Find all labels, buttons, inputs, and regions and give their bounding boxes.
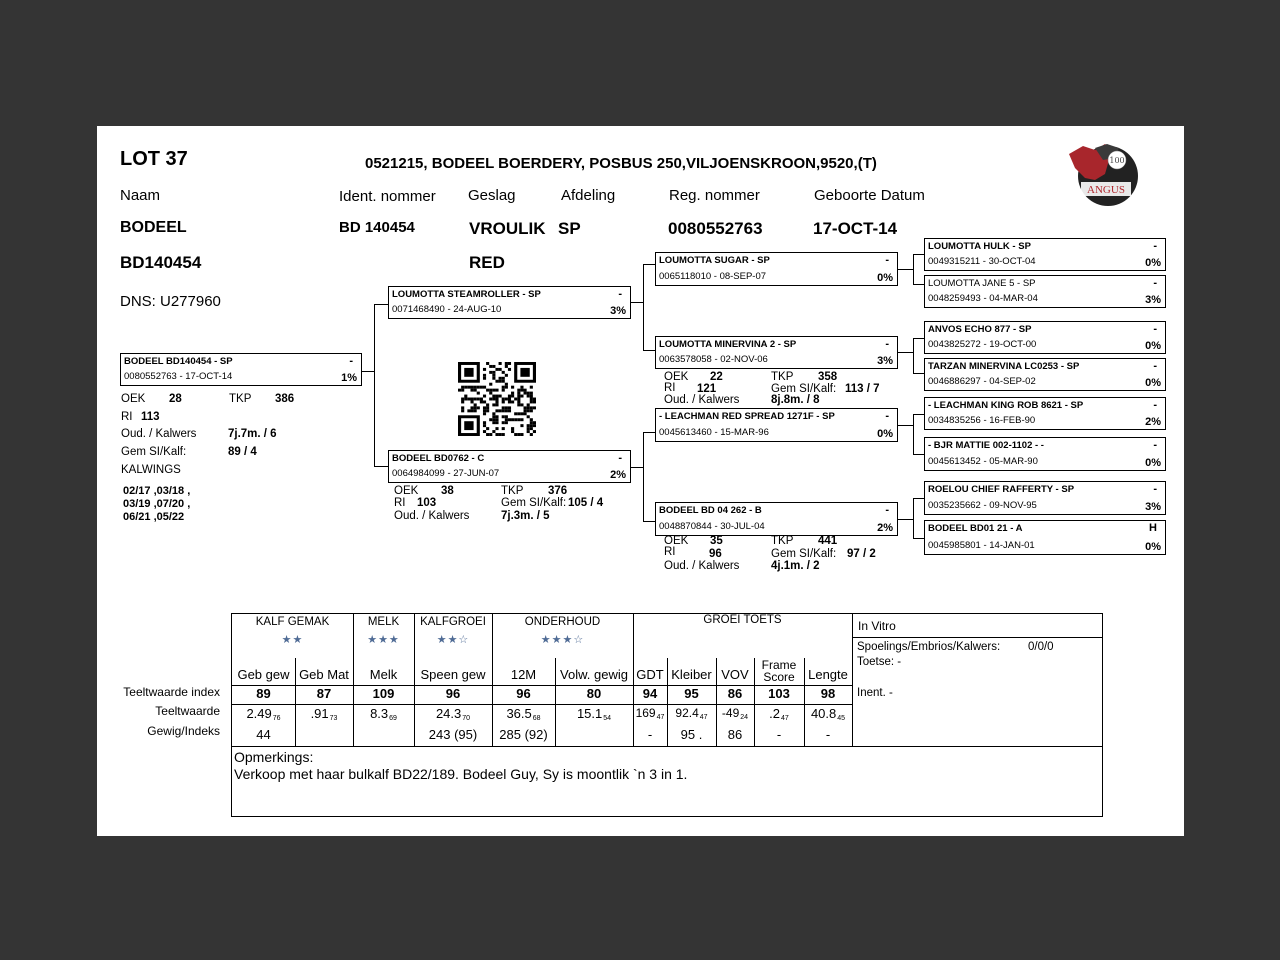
col-header: Kleiber xyxy=(671,667,712,682)
qr-code xyxy=(458,362,536,436)
tkp-value: 386 xyxy=(275,393,295,405)
col-header: Geb Mat xyxy=(299,667,349,682)
pedigree-pct: 0% xyxy=(877,272,893,284)
pedigree-name: BODEEL BD140454 - SP xyxy=(124,356,233,367)
oek-value: 35 xyxy=(710,535,723,547)
weight-cell: - xyxy=(647,727,653,742)
weight-cell: 95 . xyxy=(680,727,703,742)
ebv-cell: $15.1_{54}$ xyxy=(576,706,612,722)
pedigree-name: BODEEL BD01 21 - A xyxy=(928,523,1023,534)
group-kalf-gemak: KALF GEMAK xyxy=(255,616,330,628)
pedigree-reg: 0065118010 - 08-SEP-07 xyxy=(659,271,767,282)
tkp-value: 441 xyxy=(818,535,838,547)
ebv-cell: $-49_{24}$ xyxy=(721,706,749,721)
in-vitro-label: In Vitro xyxy=(858,619,896,633)
pedigree-name: LOUMOTTA MINERVINA 2 - SP xyxy=(659,339,797,350)
animal-color: RED xyxy=(469,253,505,272)
group-groei-toets: GROEI TOETS xyxy=(703,614,782,626)
pedigree-box: - BJR MATTIE 002-1102 - - - 0045613452 - 05-MAR-90 0% xyxy=(924,437,1166,471)
breeder-header: 0521215, BODEEL BOERDERY, POSBUS 250,VILJOENSKROON,9520,(T) xyxy=(365,155,877,172)
index-cell: 86 xyxy=(727,686,743,701)
label-geboorte: Geboorte Datum xyxy=(814,187,925,204)
pedigree-box: ANVOS ECHO 877 - SP - 0043825272 - 19-OCT-00 0% xyxy=(924,321,1166,354)
spoelings-label: Spoelings/Embrios/Kalwers: xyxy=(857,641,1001,653)
pedigree-name: TARZAN MINERVINA LC0253 - SP xyxy=(928,361,1080,372)
pedigree-pct: 3% xyxy=(1145,294,1161,306)
ri-value: 103 xyxy=(417,497,437,509)
ebv-cell: $40.8_{45}$ xyxy=(810,706,846,722)
pedigree-pct: 1% xyxy=(341,372,357,384)
angus-bull-logo xyxy=(1065,138,1141,208)
star-rating: ★★★ xyxy=(367,634,400,646)
pedigree-box: LOUMOTTA MINERVINA 2 - SP - 0063578058 - 02-NOV-06 3% xyxy=(655,336,898,369)
col-header: Speen gew xyxy=(420,667,486,682)
pedigree-box: - LEACHMAN RED SPREAD 1271F - SP - 0045613460 - 15-MAR-96 0% xyxy=(655,408,898,442)
pedigree-name: BODEEL BD 04 262 - B xyxy=(659,505,762,516)
animal-geslag: VROULIK xyxy=(469,219,546,238)
index-cell: 98 xyxy=(820,686,836,701)
pedigree-pct: 3% xyxy=(877,355,893,367)
kalwings-label: KALWINGS xyxy=(121,464,181,476)
pedigree-pct: 0% xyxy=(1145,377,1161,389)
oud-value: 8j.8m. / 8 xyxy=(771,394,820,406)
pedigree-box: BODEEL BD 04 262 - B - 0048870844 - 30-JUL-04 2% xyxy=(655,502,898,536)
animal-afdeling: SP xyxy=(558,219,581,238)
ebv-cell: $.91_{73}$ xyxy=(310,706,338,722)
gem-value: 113 / 7 xyxy=(845,383,880,395)
pedigree-name: ANVOS ECHO 877 - SP xyxy=(928,324,1032,335)
ri-value: 113 xyxy=(141,411,160,423)
tkp-value: 358 xyxy=(818,371,838,383)
pedigree-reg: 0043825272 - 19-OCT-00 xyxy=(928,339,1037,350)
pedigree-reg: 0045613452 - 05-MAR-90 xyxy=(928,456,1038,467)
group-kalfgroei: KALFGROEI xyxy=(420,616,486,628)
ebv-cell: $36.5_{68}$ xyxy=(506,706,541,722)
kalwings-line: 02/17 ,03/18 , xyxy=(123,485,191,497)
pedigree-name: - LEACHMAN RED SPREAD 1271F - SP xyxy=(659,411,835,422)
pedigree-pct: 0% xyxy=(877,428,893,440)
col-header: Volw. gewig xyxy=(560,667,628,682)
weight-cell: 243 (95) xyxy=(428,727,478,742)
animal-reg: 0080552763 xyxy=(668,219,763,238)
angus-logo xyxy=(1065,138,1141,208)
group-melk: MELK xyxy=(367,616,400,628)
pedigree-name: - BJR MATTIE 002-1102 - - xyxy=(928,440,1044,451)
kalwings-line: 03/19 ,07/20 , xyxy=(123,498,191,510)
pedigree-pct: 2% xyxy=(610,469,626,481)
weight-cell: 285 (92) xyxy=(499,727,548,742)
pedigree-box: LOUMOTTA HULK - SP - 0049315211 - 30-OCT-04 0% xyxy=(924,238,1166,271)
pedigree-name: LOUMOTTA HULK - SP xyxy=(928,241,1031,252)
animal-dob: 17-OCT-14 xyxy=(813,219,898,238)
pedigree-reg: 0048259493 - 04-MAR-04 xyxy=(928,293,1038,304)
tkp-value: 376 xyxy=(548,485,568,497)
spoelings-value: 0/0/0 xyxy=(1028,641,1054,653)
pedigree-box: - LEACHMAN KING ROB 8621 - SP - 0034835256 - 16-FEB-90 2% xyxy=(924,397,1166,430)
col-header: VOV xyxy=(721,667,749,682)
oek-value: 28 xyxy=(169,393,182,405)
oek-value: 22 xyxy=(710,371,723,383)
ebv-cell: $92.4_{47}$ xyxy=(675,706,708,721)
col-header: Melk xyxy=(369,667,398,682)
index-cell: 94 xyxy=(642,686,658,701)
pedigree-name: LOUMOTTA STEAMROLLER - SP xyxy=(392,289,541,300)
pedigree-name: ROELOU CHIEF RAFFERTY - SP xyxy=(928,484,1075,495)
star-rating: ★★☆ xyxy=(436,634,470,646)
index-cell: 103 xyxy=(768,686,790,701)
toetse-value: Toetse: - xyxy=(857,656,902,668)
row-label-value: Teeltwaarde xyxy=(155,704,220,718)
col-header: 12M xyxy=(510,667,537,682)
pedigree-reg: 0063578058 - 02-NOV-06 xyxy=(659,354,768,365)
pedigree-name: BODEEL BD0762 - C xyxy=(392,453,485,464)
index-cell: 95 xyxy=(684,686,699,701)
pedigree-box: LOUMOTTA SUGAR - SP - 0065118010 - 08-SEP-07 0% xyxy=(655,252,898,286)
pedigree-pct: 0% xyxy=(1145,457,1161,469)
oek-value: 38 xyxy=(441,485,454,497)
pedigree-pct: 2% xyxy=(877,522,893,534)
ri-value: 121 xyxy=(697,383,717,395)
index-cell: 80 xyxy=(586,686,602,701)
qr-code-icon xyxy=(458,362,536,436)
gem-value: 89 / 4 xyxy=(228,446,257,458)
pedigree-reg: 0071468490 - 24-AUG-10 xyxy=(392,304,502,315)
col-header: GDT xyxy=(636,667,664,682)
pedigree-reg: 0035235662 - 09-NOV-95 xyxy=(928,500,1037,511)
pedigree-pct: 0% xyxy=(1145,541,1161,553)
sire-box: LOUMOTTA STEAMROLLER - SP - 0071468490 - 24-AUG-10 3% xyxy=(388,286,631,319)
label-geslag: Geslag xyxy=(468,187,516,204)
ri-value: 96 xyxy=(709,548,722,560)
pedigree-pct: 0% xyxy=(1145,257,1161,269)
pedigree-box: BODEEL BD01 21 - A H 0045985801 - 14-JAN-01 0% xyxy=(924,520,1166,555)
pedigree-reg: 0045985801 - 14-JAN-01 xyxy=(928,540,1035,551)
pedigree-pct: 2% xyxy=(1145,416,1161,428)
ebv-table xyxy=(231,613,1103,817)
index-cell: 109 xyxy=(372,686,395,701)
oud-value: 4j.1m. / 2 xyxy=(771,560,820,572)
col-header: Geb gew xyxy=(237,667,290,682)
pedigree-reg: 0048870844 - 30-JUL-04 xyxy=(659,521,765,532)
pedigree-reg: 0046886297 - 04-SEP-02 xyxy=(928,376,1036,387)
pedigree-pct: 0% xyxy=(1145,340,1161,352)
oud-value: 7j.7m. / 6 xyxy=(228,428,277,440)
pedigree-box: TARZAN MINERVINA LC0253 - SP - 0046886297 - 04-SEP-02 0% xyxy=(924,358,1166,391)
pedigree-box: LOUMOTTA JANE 5 - SP - 0048259493 - 04-MAR-04 3% xyxy=(924,275,1166,308)
pedigree-name: - LEACHMAN KING ROB 8621 - SP xyxy=(928,400,1084,411)
gem-value: 97 / 2 xyxy=(847,548,876,560)
kalwings-line: 06/21 ,05/22 xyxy=(123,511,185,523)
animal-ident: BD 140454 xyxy=(339,219,415,236)
lot-number: LOT 37 xyxy=(120,148,188,170)
star-rating: ★★★☆ xyxy=(540,634,585,646)
weight-cell: 86 xyxy=(727,727,743,742)
index-cell: 96 xyxy=(445,686,461,701)
pedigree-name: LOUMOTTA JANE 5 - SP xyxy=(928,278,1036,289)
row-label-weight: Gewig/Indeks xyxy=(147,724,220,738)
row-label-index: Teeltwaarde index xyxy=(123,685,220,699)
index-cell: 96 xyxy=(516,686,531,701)
pedigree-reg: 0034835256 - 16-FEB-90 xyxy=(928,415,1036,426)
pedigree-reg: 0080552763 - 17-OCT-14 xyxy=(124,371,233,382)
subject-box: BODEEL BD140454 - SP - 0080552763 - 17-OCT-14 1% xyxy=(120,353,362,386)
remarks-label: Opmerkings: xyxy=(234,749,314,765)
logo-badge: 100 xyxy=(1109,156,1125,165)
label-ident: Ident. nommer xyxy=(339,188,436,205)
group-onderhoud: ONDERHOUD xyxy=(524,616,601,628)
catalog-sheet: LOT 37 0521215, BODEEL BOERDERY, POSBUS 250,VILJOENSKROON,9520,(T) 100 ANGUS Naam Ident. nommer Geslag Afdeling Reg. nommer Geboorte Datum BODEEL BD 140454 VROULIK SP 0080552763 17-OCT-14 BD140454 RED DNS: U277960 BODEEL BD140454 - SP - 0080552763 - 17-OCT-14 1% OEK 28 TKP 386 RI 113 Oud. / Kalwers 7j.7m. / 6 Gem SI/Kalf: 89 / 4 KALWINGS 02/17 ,03/18 , 03/19 ,07/20 , 06/21 ,05/22 LOUMOTTA STEAMROLLER - SP - 0071468490 - 24-AUG-10 3% BODEEL BD0762 - C - 0064984099 - 27-JUN-07 2% OEK 38 TKP 376 RI 103 Gem SI/Kalf: 105 / 4 Oud. / Kalwers 7j.3m. / 5 LOUMOTTA SUGAR - SP - 0065118010 - 08-SEP-07 0% LOUMOTTA MINERVINA 2 - SP - 0063578058 - 02-NOV-06 3% OEK 22 TKP 358 RI 121 Gem SI/Kalf: 113 / 7 Oud. / Kalwers 8j.8m. / 8 - LEACHMAN RED SPREAD 1271F - SP - 0045613460 - 15-MAR-96 0% BODEEL BD 04 262 - B - 0048870844 - 30-JUL-04 2% OEK 35 TKP 441 RI 96 Gem SI/Kalf: 97 / 2 Oud. / Kalwers 4j.1m. / 2 LOUMOTTA HULK - SP - 0049315211 - 30-OCT-04 0% LOUMOTTA JANE 5 - SP - 0048259493 - 04-MAR-04 3% ANVOS ECHO 877 - SP - 0043825272 - 19-OCT-00 0% TARZAN MINERVINA LC0253 - SP - 0046886297 - 04-SEP-02 0% - LEACHMAN KING ROB 8621 - SP - 0034835256 - 16-FEB-90 2% - BJR MATTIE 002-1102 - - - 0045613452 - 05-MAR-90 0% ROELOU CHIEF RAFFERTY - SP - 0035235662 - 09-NOV-95 3% BODEEL BD01 21 - A H 0045985801 - 14-JAN-01 0% Teeltwaarde index Teeltwaarde Gewig/Indeks KALF GEMAK ★★ MELK ★★★ KALFGROEI ★★☆ ONDERHOUD ★★★☆ GROEI TOETS Geb gew Geb Mat Melk Speen gew 12M Volw. gewig GDT Kleiber VOV Frame Score Lengte 89 87 109 96 96 80 94 95 86 103 98 $2.49_{76}$ $.91_{73}$ $8.3_{69}$ $24.3_{70}$ $36.5_{68}$ $15.1_{54}$ $169_{47}$ $92.4_{47}$ $-49_{24}$ $.2_{47}$ $40.8_{45}$ 44 243 (95) 285 (92) - 95 . 86 - - In Vitro Spoelings/Embrios/Kalwers: 0/0/0 Toetse: - Inent. - Opmerkings: Verkoop met haar bulkalf BD22/189. Bodeel Guy, Sy is moontlik `n 3 in 1. xyxy=(97,126,1184,836)
star-rating: ★★ xyxy=(281,634,304,646)
weight-cell: - xyxy=(776,727,782,742)
animal-name: BODEEL xyxy=(120,219,187,236)
logo-text: ANGUS xyxy=(1087,184,1125,196)
oud-value: 7j.3m. / 5 xyxy=(501,510,550,522)
dam-box: BODEEL BD0762 - C - 0064984099 - 27-JUN-07 2% xyxy=(388,450,631,483)
ebv-cell: $8.3_{69}$ xyxy=(370,706,397,722)
pedigree-name: LOUMOTTA SUGAR - SP xyxy=(659,255,770,266)
index-cell: 87 xyxy=(316,686,332,701)
ebv-cell: $2.49_{76}$ xyxy=(246,706,281,722)
pedigree-reg: 0049315211 - 30-OCT-04 xyxy=(928,256,1036,267)
pedigree-reg: 0064984099 - 27-JUN-07 xyxy=(392,468,500,479)
weight-cell: 44 xyxy=(256,727,271,742)
pedigree-reg: 0045613460 - 15-MAR-96 xyxy=(659,427,769,438)
col-header: Frame Score xyxy=(761,658,797,684)
col-header: Lengte xyxy=(808,667,848,682)
animal-dns: DNS: U277960 xyxy=(120,293,221,310)
animal-code: BD140454 xyxy=(120,253,202,272)
pedigree-box: ROELOU CHIEF RAFFERTY - SP - 0035235662 - 09-NOV-95 3% xyxy=(924,481,1166,515)
pedigree-pct: 3% xyxy=(610,305,626,317)
pedigree-pct: 3% xyxy=(1145,501,1161,513)
label-naam: Naam xyxy=(120,187,161,204)
ebv-cell: $24.3_{70}$ xyxy=(435,706,471,722)
index-cell: 89 xyxy=(256,686,271,701)
remarks-text: Verkoop met haar bulkalf BD22/189. Bodeel Guy, Sy is moontlik `n 3 in 1. xyxy=(234,766,688,782)
label-afdeling: Afdeling xyxy=(561,187,616,204)
inent-value: Inent. - xyxy=(857,687,893,699)
ebv-cell: $.2_{47}$ xyxy=(769,706,789,722)
gem-value: 105 / 4 xyxy=(568,497,604,509)
weight-cell: - xyxy=(825,727,831,742)
ebv-cell: $169_{47}$ xyxy=(635,706,665,721)
label-reg: Reg. nommer xyxy=(669,187,760,204)
